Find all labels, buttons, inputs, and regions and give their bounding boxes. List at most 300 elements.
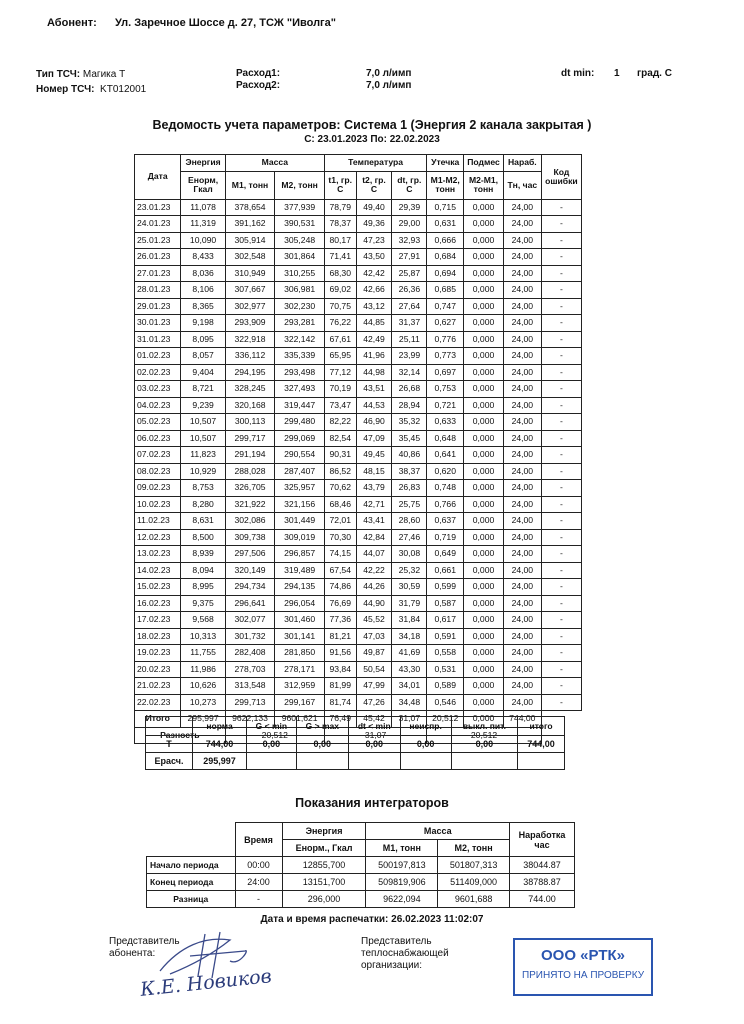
row-cell: 8,433 <box>181 249 225 266</box>
row-cell: 0,748 <box>427 480 464 497</box>
row-cell: 67,54 <box>324 562 356 579</box>
mode-cell: 0,00 <box>451 736 517 753</box>
row-cell: 321,922 <box>225 496 275 513</box>
integ-m1: 500197,813 <box>366 857 438 874</box>
row-cell: 0,591 <box>427 628 464 645</box>
row-cell: 0,719 <box>427 529 464 546</box>
table-row <box>135 282 582 299</box>
row-cell: 10,090 <box>181 232 225 249</box>
row-cell: 24,00 <box>503 397 541 414</box>
report-period: С: 23.01.2023 По: 22.02.2023 <box>304 134 440 145</box>
table-row <box>135 546 582 563</box>
row-cell: 0,000 <box>464 463 504 480</box>
row-cell: 309,738 <box>225 529 275 546</box>
row-cell: 0,620 <box>427 463 464 480</box>
total-cell: 45,42 <box>356 711 392 728</box>
row-cell: 47,26 <box>356 694 392 711</box>
row-cell: 0,000 <box>464 216 504 233</box>
report-title: Ведомость учета параметров: Система 1 (Энергия 2 канала закрытая ) <box>152 118 592 132</box>
table-row <box>135 249 582 266</box>
total-cell: 76,49 <box>324 711 356 728</box>
print-date: Дата и время распечатки: 26.02.2023 11:02:07 <box>260 914 484 925</box>
row-cell: 47,03 <box>356 628 392 645</box>
flow1-label: Расход1: <box>236 68 281 79</box>
row-date: 18.02.23 <box>135 628 181 645</box>
row-cell: 8,500 <box>181 529 225 546</box>
row-cell: 8,995 <box>181 579 225 596</box>
row-cell: 74,15 <box>324 546 356 563</box>
table-row <box>135 612 582 629</box>
col-leak: М1-М2, тонн <box>427 171 464 199</box>
row-cell: 0,000 <box>464 430 504 447</box>
row-cell: - <box>541 414 581 431</box>
row-cell: 310,255 <box>275 265 325 282</box>
row-cell: 0,776 <box>427 331 464 348</box>
row-cell: 0,648 <box>427 430 464 447</box>
row-cell: 0,000 <box>464 414 504 431</box>
subscriber-rep-line1: Представитель <box>109 936 180 947</box>
group-mass: Масса <box>225 155 324 172</box>
row-cell: 32,93 <box>392 232 427 249</box>
row-cell: - <box>541 447 581 464</box>
row-cell: 43,41 <box>356 513 392 530</box>
row-cell: 24,00 <box>503 265 541 282</box>
subscriber-label: Абонент: <box>47 17 97 29</box>
col-date: Дата <box>135 155 181 200</box>
row-date: 30.01.23 <box>135 315 181 332</box>
row-cell: 0,000 <box>464 331 504 348</box>
row-cell: 47,23 <box>356 232 392 249</box>
row-cell: - <box>541 249 581 266</box>
row-cell: 0,000 <box>464 546 504 563</box>
row-cell: 24,00 <box>503 546 541 563</box>
row-cell: 24,00 <box>503 414 541 431</box>
integ-time: 24:00 <box>235 874 282 891</box>
row-cell: 10,313 <box>181 628 225 645</box>
row-cell: - <box>541 315 581 332</box>
row-cell: 9,239 <box>181 397 225 414</box>
row-cell: 305,914 <box>225 232 275 249</box>
table-row <box>135 447 582 464</box>
mode-cell: 0,00 <box>348 736 400 753</box>
meter-num-value: KT012001 <box>100 84 147 95</box>
col-energy: Енорм, Гкал <box>181 171 225 199</box>
row-cell: 278,703 <box>225 661 275 678</box>
integ-time: 00:00 <box>235 857 282 874</box>
row-cell: 10,929 <box>181 463 225 480</box>
row-cell: 42,42 <box>356 265 392 282</box>
row-date: 19.02.23 <box>135 645 181 662</box>
row-cell: 301,449 <box>275 513 325 530</box>
row-cell: 322,142 <box>275 331 325 348</box>
row-cell: 8,753 <box>181 480 225 497</box>
table-row <box>135 645 582 662</box>
handwritten-name: К.Е. Новиков <box>139 965 273 1001</box>
row-date: 25.01.23 <box>135 232 181 249</box>
mode-header: dt < min <box>348 717 400 736</box>
row-cell: 0,000 <box>464 447 504 464</box>
meter-type-label: Тип ТСЧ: <box>36 69 81 80</box>
row-cell: 48,15 <box>356 463 392 480</box>
row-cell: - <box>541 265 581 282</box>
row-cell: 44,07 <box>356 546 392 563</box>
integ-time: - <box>235 891 282 908</box>
row-cell: 67,61 <box>324 331 356 348</box>
total-cell: 0,000 <box>464 711 504 728</box>
row-cell: 0,000 <box>464 513 504 530</box>
row-cell: 42,84 <box>356 529 392 546</box>
row-date: 03.02.23 <box>135 381 181 398</box>
meter-num-label: Номер ТСЧ: <box>36 84 95 95</box>
row-cell: 44,53 <box>356 397 392 414</box>
row-cell: 76,69 <box>324 595 356 612</box>
row-cell: 24,00 <box>503 249 541 266</box>
row-cell: - <box>541 397 581 414</box>
row-date: 17.02.23 <box>135 612 181 629</box>
row-cell: 24,00 <box>503 645 541 662</box>
row-cell: 30,59 <box>392 579 427 596</box>
row-cell: - <box>541 216 581 233</box>
mode-row-t-label: Т <box>146 736 193 753</box>
col-mix: М2-М1, тонн <box>464 171 504 199</box>
supplier-rep-line1: Представитель <box>361 936 432 947</box>
row-cell: 24,00 <box>503 232 541 249</box>
row-cell: - <box>541 496 581 513</box>
diff-label: Разность <box>135 727 226 744</box>
row-cell: - <box>541 628 581 645</box>
integ-h-mass: Масса <box>366 823 510 840</box>
row-cell: 24,00 <box>503 199 541 216</box>
mode-header: G > max <box>296 717 348 736</box>
integ-m2: 501807,313 <box>438 857 510 874</box>
row-cell: 0,000 <box>464 628 504 645</box>
row-cell: 73,47 <box>324 397 356 414</box>
row-cell: 25,32 <box>392 562 427 579</box>
row-cell: 293,909 <box>225 315 275 332</box>
row-cell: 301,460 <box>275 612 325 629</box>
row-cell: 11,986 <box>181 661 225 678</box>
row-cell: 11,755 <box>181 645 225 662</box>
row-cell: 82,22 <box>324 414 356 431</box>
row-date: 26.01.23 <box>135 249 181 266</box>
row-cell: 8,095 <box>181 331 225 348</box>
row-cell: 81,21 <box>324 628 356 645</box>
row-cell: 70,19 <box>324 381 356 398</box>
row-cell: 0,617 <box>427 612 464 629</box>
row-cell: 24,00 <box>503 513 541 530</box>
table-row <box>135 529 582 546</box>
row-cell: 0,000 <box>464 579 504 596</box>
row-cell: 8,939 <box>181 546 225 563</box>
meter-type <box>36 69 125 80</box>
total-cell: 744,00 <box>503 711 541 728</box>
integ-h-m2: М2, тонн <box>438 840 510 857</box>
row-cell: 24,00 <box>503 529 541 546</box>
row-cell: 8,036 <box>181 265 225 282</box>
row-cell: 24,00 <box>503 315 541 332</box>
row-cell: 28,60 <box>392 513 427 530</box>
row-cell: 0,694 <box>427 265 464 282</box>
row-cell: 42,49 <box>356 331 392 348</box>
row-cell: 300,113 <box>225 414 275 431</box>
row-cell: - <box>541 463 581 480</box>
row-cell: 0,000 <box>464 265 504 282</box>
row-date: 15.02.23 <box>135 579 181 596</box>
row-cell: 24,00 <box>503 447 541 464</box>
row-cell: 0,000 <box>464 282 504 299</box>
row-cell: 71,41 <box>324 249 356 266</box>
row-cell: 301,864 <box>275 249 325 266</box>
flow2-value: 7,0 л/имп <box>366 80 412 91</box>
row-cell: 326,705 <box>225 480 275 497</box>
mode-header: неиспр. <box>400 717 451 736</box>
row-cell: 294,135 <box>275 579 325 596</box>
row-cell: 288,028 <box>225 463 275 480</box>
row-cell: 29,39 <box>392 199 427 216</box>
row-cell: - <box>541 381 581 398</box>
row-cell: 24,00 <box>503 579 541 596</box>
row-date: 08.02.23 <box>135 463 181 480</box>
row-cell: 77,12 <box>324 364 356 381</box>
integrators-table <box>146 822 575 908</box>
integ-row-label: Конец периода <box>147 874 236 891</box>
row-cell: 43,12 <box>356 298 392 315</box>
row-cell: 47,09 <box>356 430 392 447</box>
row-cell: 0,666 <box>427 232 464 249</box>
integ-h-m1: М1, тонн <box>366 840 438 857</box>
row-cell: 328,245 <box>225 381 275 398</box>
row-cell: 90,31 <box>324 447 356 464</box>
row-cell: 65,95 <box>324 348 356 365</box>
table-row <box>135 199 582 216</box>
row-cell: 336,112 <box>225 348 275 365</box>
col-t1: t1, гр. С <box>324 171 356 199</box>
integ-row <box>147 891 575 908</box>
flow1-value: 7,0 л/имп <box>366 68 412 79</box>
row-cell: 299,167 <box>275 694 325 711</box>
row-cell: 390,531 <box>275 216 325 233</box>
table-row <box>135 348 582 365</box>
table-row <box>135 480 582 497</box>
row-cell: 10,626 <box>181 678 225 695</box>
row-cell: 299,480 <box>275 414 325 431</box>
group-energy: Энергия <box>181 155 225 172</box>
table-row <box>135 265 582 282</box>
row-cell: 43,79 <box>356 480 392 497</box>
row-cell: 93,84 <box>324 661 356 678</box>
row-cell: 35,45 <box>392 430 427 447</box>
row-cell: 24,00 <box>503 678 541 695</box>
table-row <box>135 661 582 678</box>
table-row <box>135 315 582 332</box>
row-cell: 69,02 <box>324 282 356 299</box>
row-cell: - <box>541 331 581 348</box>
row-cell: - <box>541 529 581 546</box>
row-cell: 26,83 <box>392 480 427 497</box>
row-cell: 296,857 <box>275 546 325 563</box>
row-cell: 301,732 <box>225 628 275 645</box>
row-cell: 0,558 <box>427 645 464 662</box>
row-cell: 24,00 <box>503 463 541 480</box>
row-cell: 0,633 <box>427 414 464 431</box>
row-cell: 299,069 <box>275 430 325 447</box>
integ-m1: 9622,094 <box>366 891 438 908</box>
mode-cell: 0,00 <box>247 736 297 753</box>
row-cell: 0,546 <box>427 694 464 711</box>
row-cell: 86,52 <box>324 463 356 480</box>
row-cell: - <box>541 232 581 249</box>
daily-rows <box>135 199 582 711</box>
row-cell: - <box>541 480 581 497</box>
daily-table <box>134 154 582 744</box>
row-cell: - <box>541 661 581 678</box>
row-cell: 34,01 <box>392 678 427 695</box>
row-cell: 24,00 <box>503 430 541 447</box>
row-cell: 24,00 <box>503 480 541 497</box>
integ-h-energy: Энергия <box>282 823 366 840</box>
row-cell: - <box>541 298 581 315</box>
row-cell: 24,00 <box>503 612 541 629</box>
row-cell: 24,00 <box>503 562 541 579</box>
row-cell: 0,587 <box>427 595 464 612</box>
row-cell: 306,981 <box>275 282 325 299</box>
row-cell: 44,98 <box>356 364 392 381</box>
row-cell: 0,000 <box>464 645 504 662</box>
row-cell: 80,17 <box>324 232 356 249</box>
row-cell: 44,85 <box>356 315 392 332</box>
row-cell: 299,713 <box>225 694 275 711</box>
row-cell: 49,40 <box>356 199 392 216</box>
row-cell: 294,734 <box>225 579 275 596</box>
row-date: 11.02.23 <box>135 513 181 530</box>
integ-energy: 13151,700 <box>282 874 366 891</box>
col-m1: М1, тонн <box>225 171 275 199</box>
row-cell: 25,11 <box>392 331 427 348</box>
row-cell: 27,91 <box>392 249 427 266</box>
supplier-rep-line3: организации: <box>361 960 423 971</box>
row-cell: 72,01 <box>324 513 356 530</box>
row-cell: 49,45 <box>356 447 392 464</box>
row-cell: 9,375 <box>181 595 225 612</box>
row-cell: 0,000 <box>464 199 504 216</box>
row-cell: 293,281 <box>275 315 325 332</box>
row-cell: 32,14 <box>392 364 427 381</box>
integ-energy: 296,000 <box>282 891 366 908</box>
group-leak: Утечка <box>427 155 464 172</box>
row-cell: 29,00 <box>392 216 427 233</box>
table-row <box>135 298 582 315</box>
row-cell: 0,000 <box>464 298 504 315</box>
row-cell: 0,773 <box>427 348 464 365</box>
row-cell: 290,554 <box>275 447 325 464</box>
row-cell: 0,000 <box>464 232 504 249</box>
row-cell: 302,077 <box>225 612 275 629</box>
row-cell: 299,717 <box>225 430 275 447</box>
row-cell: 310,949 <box>225 265 275 282</box>
row-cell: 34,18 <box>392 628 427 645</box>
row-cell: 81,99 <box>324 678 356 695</box>
row-cell: 319,447 <box>275 397 325 414</box>
col-t2: t2, гр. С <box>356 171 392 199</box>
integ-row-label: Разница <box>147 891 236 908</box>
row-cell: 0,000 <box>464 529 504 546</box>
total-cell: 9622,133 <box>225 711 275 728</box>
row-cell: 24,00 <box>503 298 541 315</box>
row-cell: 320,168 <box>225 397 275 414</box>
integ-hours: 38788.87 <box>510 874 575 891</box>
integ-hours: 744.00 <box>510 891 575 908</box>
row-cell: 46,90 <box>356 414 392 431</box>
row-cell: 297,506 <box>225 546 275 563</box>
row-cell: 9,198 <box>181 315 225 332</box>
row-cell: 76,22 <box>324 315 356 332</box>
approval-stamp <box>513 938 653 996</box>
row-cell: 35,32 <box>392 414 427 431</box>
integ-m1: 509819,906 <box>366 874 438 891</box>
row-cell: 24,00 <box>503 331 541 348</box>
integ-h-energy-unit: Енорм., Гкал <box>282 840 366 857</box>
row-date: 06.02.23 <box>135 430 181 447</box>
row-cell: - <box>541 678 581 695</box>
row-cell: - <box>541 562 581 579</box>
row-cell: 78,79 <box>324 199 356 216</box>
row-cell: 8,094 <box>181 562 225 579</box>
integ-h-hours: Наработка час <box>510 823 575 857</box>
row-cell: 11,319 <box>181 216 225 233</box>
row-cell: 0,000 <box>464 348 504 365</box>
row-cell: 27,46 <box>392 529 427 546</box>
row-cell: 0,766 <box>427 496 464 513</box>
mode-header: выкл. пит. <box>451 717 517 736</box>
row-cell: 0,631 <box>427 216 464 233</box>
row-cell: - <box>541 612 581 629</box>
mode-header: итого <box>518 717 565 736</box>
row-cell: 0,000 <box>464 661 504 678</box>
row-date: 14.02.23 <box>135 562 181 579</box>
row-cell: 45,52 <box>356 612 392 629</box>
total-cell: 9601,621 <box>275 711 325 728</box>
col-dt: dt, гр. С <box>392 171 427 199</box>
table-row <box>135 216 582 233</box>
row-date: 22.02.23 <box>135 694 181 711</box>
row-cell: 9,568 <box>181 612 225 629</box>
row-cell: - <box>541 430 581 447</box>
row-cell: 26,68 <box>392 381 427 398</box>
row-cell: 43,51 <box>356 381 392 398</box>
row-cell: 41,96 <box>356 348 392 365</box>
table-row <box>135 694 582 711</box>
row-cell: 24,00 <box>503 216 541 233</box>
row-cell: 8,106 <box>181 282 225 299</box>
row-cell: 78,37 <box>324 216 356 233</box>
row-cell: 0,641 <box>427 447 464 464</box>
col-m2: М2, тонн <box>275 171 325 199</box>
row-cell: 31,84 <box>392 612 427 629</box>
row-cell: 391,162 <box>225 216 275 233</box>
group-mix: Подмес <box>464 155 504 172</box>
row-cell: 9,404 <box>181 364 225 381</box>
total-cell: 31,07 <box>392 711 427 728</box>
row-date: 21.02.23 <box>135 678 181 695</box>
row-cell: 319,489 <box>275 562 325 579</box>
diff-mass: 20,512 <box>225 727 324 744</box>
row-cell: 28,94 <box>392 397 427 414</box>
row-cell: 70,30 <box>324 529 356 546</box>
row-cell: 34,48 <box>392 694 427 711</box>
row-cell: 0,000 <box>464 678 504 695</box>
row-cell: 43,30 <box>392 661 427 678</box>
stamp-line2: ПРИНЯТО НА ПРОВЕРКУ <box>521 970 645 981</box>
